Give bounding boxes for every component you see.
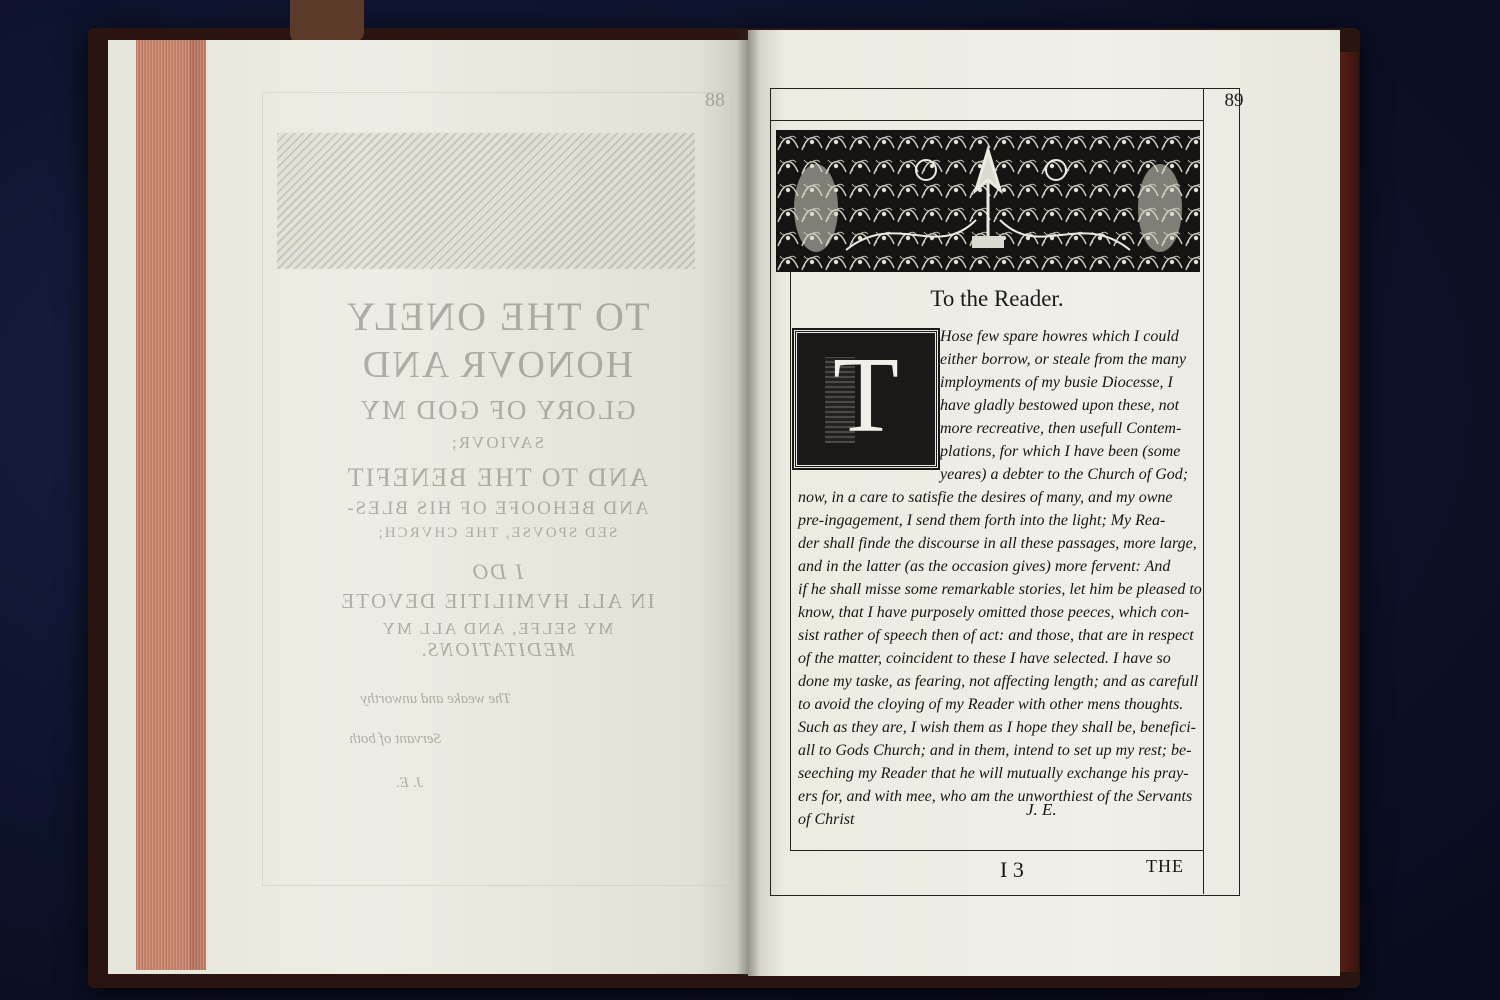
frame-rule — [1203, 88, 1204, 894]
gutter-shadow — [736, 30, 760, 976]
bleed-subscription-line: The weake and unworthy — [360, 691, 511, 707]
body-line: of the matter, coincident to these I have selected. I have so — [798, 650, 1171, 667]
bleed-title-line: HONOVR AND — [360, 344, 634, 386]
bleed-ornament — [277, 133, 695, 269]
body-line: of Christ — [798, 811, 855, 828]
body-line: either borrow, or steale from the many — [940, 351, 1187, 368]
drop-cap — [794, 330, 938, 468]
headpiece-art — [776, 130, 1200, 272]
bookmark-tab — [290, 0, 364, 42]
bleed-title-line: IN ALL HVMILITIE DEVOTE — [339, 589, 655, 613]
bleed-title-line: I DO — [470, 559, 524, 584]
page-number: 89 — [1224, 90, 1244, 111]
bleed-title-line: SED SPOVSE, THE CHVRCH; — [376, 525, 618, 541]
body-line: imployments of my busie Diocesse, I — [940, 374, 1173, 391]
signature: J. E. — [1026, 800, 1057, 819]
body-line: have gladly bestowed upon these, not — [940, 397, 1180, 414]
bleed-title-line: TO THE ONELY — [344, 294, 650, 339]
bleed-title-line: SAVIOVR; — [449, 433, 545, 452]
body-line: to avoid the cloying of my Reader with other mens thoughts. — [798, 696, 1184, 713]
bleed-title-line: MEDITATIONS. — [419, 639, 575, 661]
body-line: now, in a care to satisfie the desires of many, and my owne — [798, 489, 1173, 506]
frame-rule — [790, 272, 791, 850]
signature-mark: I 3 — [1000, 857, 1024, 882]
frame-rule — [790, 850, 1204, 851]
body-line: all to Gods Church; and in them, intend to set up my rest; be- — [798, 742, 1192, 759]
body-line: der shall finde the discourse in all these passages, more large, — [798, 535, 1197, 552]
edge-shadow — [190, 40, 210, 970]
body-line: and in the latter (as the occasion gives) more fervent: And — [798, 558, 1171, 575]
body-line: Hose few spare howres which I could — [940, 328, 1179, 345]
bleed-title-line: GLORY OF GOD MY — [358, 395, 636, 425]
body-line: done my taske, as fearing, not affecting length; and as carefull — [798, 673, 1199, 690]
bleed-subscription-line: J. E. — [395, 775, 423, 791]
body-line: yeares) a debter to the Church of God; — [940, 466, 1189, 483]
section-heading: To the Reader. — [930, 286, 1064, 311]
catchword: THE — [1146, 856, 1184, 876]
body-line: Such as they are, I wish them as I hope they shall be, benefici- — [798, 719, 1196, 736]
bleed-subscription-line: Servant of both — [349, 731, 441, 747]
drop-cap-letter: T — [833, 336, 899, 455]
body-line: know, that I have purposely omitted those peeces, which con- — [798, 604, 1190, 621]
bleed-page-number: 88 — [705, 89, 725, 111]
body-line: seeching my Reader that he will mutually exchange his pray- — [798, 765, 1189, 782]
body-line: more recreative, then usefull Contem- — [940, 420, 1182, 437]
woodcut-headpiece — [776, 130, 1200, 272]
bleed-title-line: MY SELFE, AND ALL MY — [380, 619, 614, 638]
body-line: if he shall misse some remarkable stories, let him be pleased to — [798, 581, 1202, 598]
bleed-through-title-page — [262, 89, 732, 886]
body-line: pre-ingagement, I send them forth into the light; My Rea- — [798, 512, 1166, 529]
bleed-title-line: AND BEHOOFE OF HIS BLES- — [345, 498, 649, 519]
body-line: plations, for which I have been (some — [940, 443, 1181, 460]
frame-rule — [770, 120, 1204, 121]
bleed-title-line: AND TO THE BENEFIT — [345, 463, 649, 492]
body-line: ers for, and with mee, who am the unworthiest of the Servants — [798, 788, 1193, 805]
body-line: sist rather of speech then of act: and those, that are in respect — [798, 627, 1194, 644]
